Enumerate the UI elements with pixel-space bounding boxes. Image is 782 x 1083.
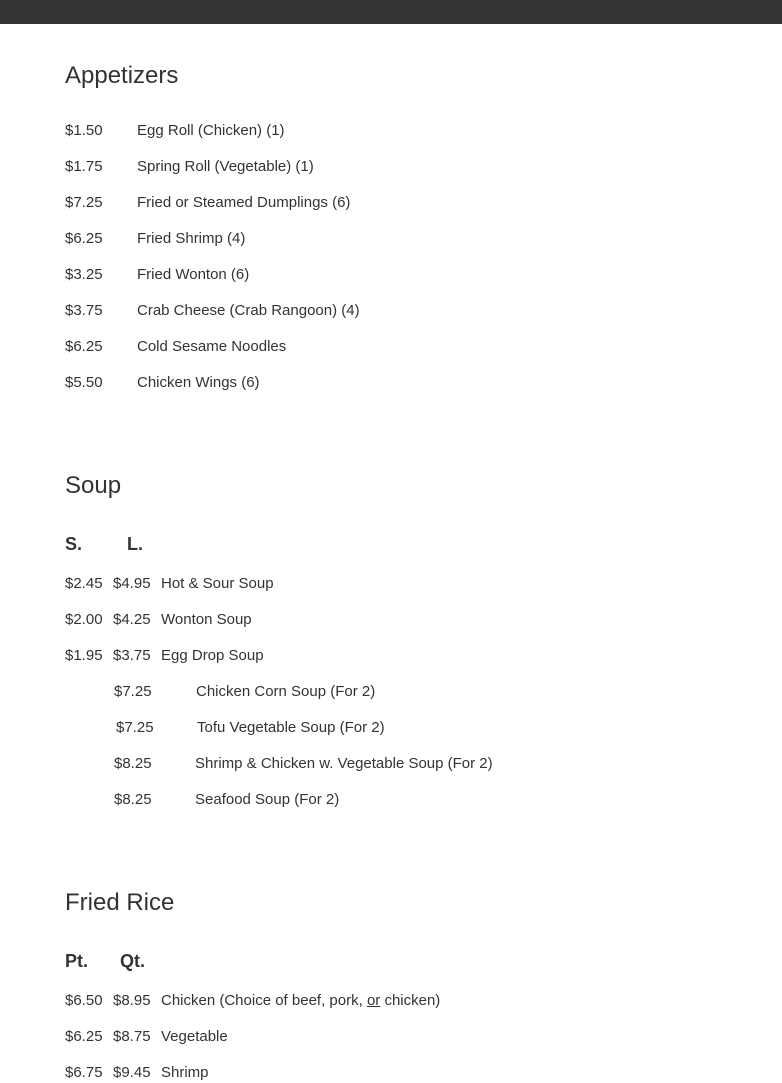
item-name-part: Chicken (Choice of beef, pork,: [161, 992, 367, 1009]
item-price: $8.25: [114, 791, 152, 808]
pint-price: $6.50: [65, 992, 103, 1009]
item-price: $1.75: [65, 158, 103, 175]
item-name: Fried or Steamed Dumplings (6): [137, 194, 351, 211]
item-price: $6.25: [65, 230, 103, 247]
quart-heading: Qt.: [120, 951, 145, 971]
quart-price: $9.45: [113, 1064, 151, 1081]
item-name: Vegetable: [161, 1028, 228, 1045]
item-price: $3.25: [65, 266, 103, 283]
large-price: $4.95: [113, 575, 151, 592]
item-name: Tofu Vegetable Soup (For 2): [197, 719, 385, 736]
item-name: [161, 991, 440, 1011]
item-price: $5.50: [65, 374, 103, 391]
item-name: Wonton Soup: [161, 611, 252, 628]
item-price: $6.25: [65, 338, 103, 355]
small-price: $1.95: [65, 647, 103, 664]
quart-price: $8.75: [113, 1028, 151, 1045]
item-name: Seafood Soup (For 2): [195, 791, 340, 808]
fried-rice-title: Fried Rice: [65, 889, 175, 916]
item-name: Chicken Wings (6): [137, 374, 260, 391]
item-price: $7.25: [116, 719, 154, 736]
large-price: $4.25: [113, 611, 151, 628]
soup-small-heading: S.: [65, 534, 83, 554]
item-name: Egg Roll (Chicken) (1): [137, 122, 285, 139]
item-name: Spring Roll (Vegetable) (1): [137, 158, 314, 175]
item-name: Fried Shrimp (4): [137, 230, 246, 247]
soup-title: Soup: [65, 472, 122, 499]
small-price: $2.00: [65, 611, 103, 628]
pint-price: $6.25: [65, 1028, 103, 1045]
item-name: Shrimp & Chicken w. Vegetable Soup (For 2): [195, 755, 493, 772]
item-name: Cold Sesame Noodles: [137, 338, 287, 355]
item-price: $8.25: [114, 755, 152, 772]
large-price: $3.75: [113, 647, 151, 664]
item-name: Shrimp: [161, 1064, 209, 1081]
item-name: Crab Cheese (Crab Rangoon) (4): [137, 302, 360, 319]
item-name: Egg Drop Soup: [161, 647, 264, 664]
item-price: $7.25: [114, 683, 152, 700]
item-name-part: chicken): [380, 992, 441, 1009]
pint-price: $6.75: [65, 1064, 103, 1081]
item-price: $1.50: [65, 122, 103, 139]
pint-heading: Pt.: [65, 951, 89, 971]
appetizers-title: Appetizers: [65, 62, 179, 89]
soup-large-heading: L.: [127, 534, 143, 554]
item-price: $7.25: [65, 194, 103, 211]
item-name-underlined: or: [366, 992, 381, 1009]
item-price: $3.75: [65, 302, 103, 319]
item-name: Hot & Sour Soup: [161, 575, 274, 592]
quart-price: $8.95: [113, 992, 151, 1009]
small-price: $2.45: [65, 575, 103, 592]
item-name: Fried Wonton (6): [137, 266, 250, 283]
top-bar: [0, 0, 782, 24]
item-name: Chicken Corn Soup (For 2): [196, 683, 376, 700]
